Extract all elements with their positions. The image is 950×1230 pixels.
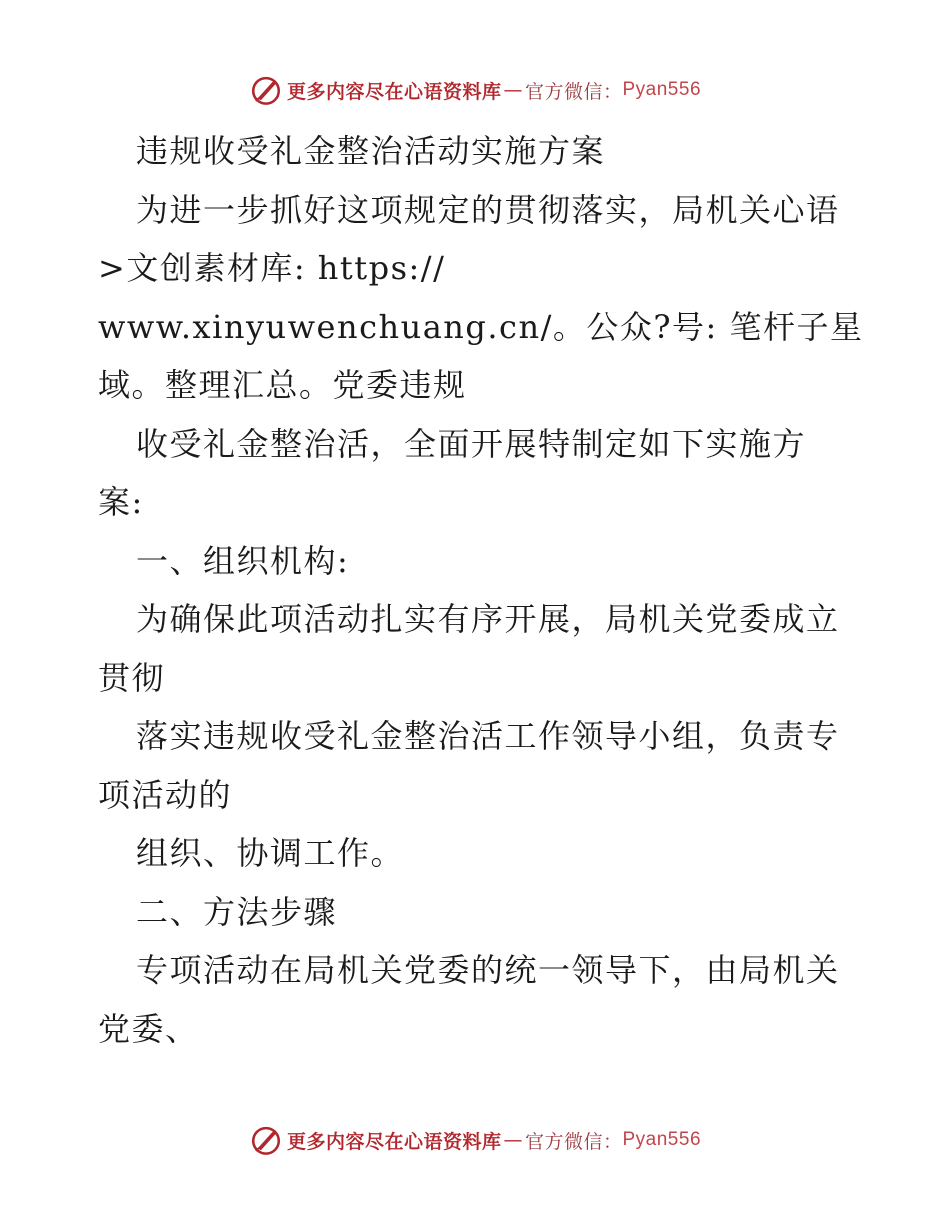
paragraph-line: 专项活动在局机关党委的统一领导下，由局机关 [136,951,840,989]
header-banner [0,70,950,110]
header-banner-title: 更多内容尽在心语资料库 [286,80,502,103]
document-title: 违规收受礼金整治活动实施方案 [136,132,606,170]
quill-logo-icon [249,1123,283,1157]
paragraph-line: 落实违规收受礼金整治活工作领导小组，负责专 [136,717,840,755]
paragraph-line: >文创素材库: https:// [98,249,446,287]
paragraph-line: 收受礼金整治活，全面开展特制定如下实施方 [136,424,807,463]
footer-banner-label: 官方微信： [524,1130,623,1153]
header-banner-label: 官方微信： [524,80,623,103]
quill-logo-icon [249,73,283,107]
section-heading-organization: 一、组织机构: [136,541,350,580]
paragraph-line: 域。整理汇总。党委违规 [98,366,467,404]
header-banner-contact: Pyan556 [622,79,702,100]
paragraph-line: www.xinyuwenchuang.cn/。公众?号: 笔杆子星 [98,307,864,346]
paragraph-line: 组织、协调工作。 [136,834,405,872]
footer-banner [0,1120,950,1160]
footer-banner-title: 更多内容尽在心语资料库 [286,1130,502,1153]
paragraph-line: 贯彻 [98,658,166,697]
paragraph-line: 案: [98,483,144,521]
footer-banner-contact: Pyan556 [622,1129,702,1150]
paragraph-line: 为确保此项活动扎实有序开展，局机关党委成立 [136,600,840,638]
footer-banner-dash: — [503,1129,523,1151]
paragraph-line: 党委、 [98,1009,199,1048]
document-body [98,122,864,1058]
header-banner-dash: — [503,79,523,101]
paragraph-line: 为进一步抓好这项规定的贯彻落实，局机关心语 [136,190,840,229]
paragraph-line: 项活动的 [98,775,233,814]
section-heading-methods: 二、方法步骤 [136,892,338,931]
